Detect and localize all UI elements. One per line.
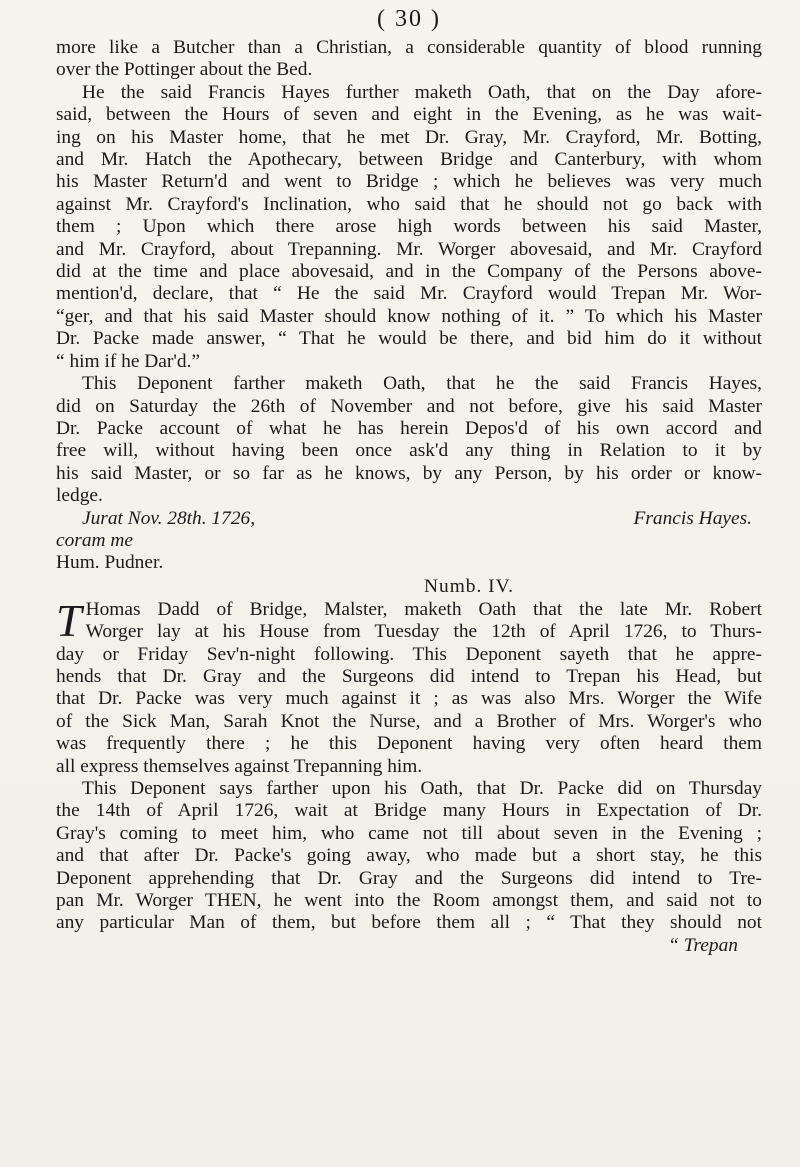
- text-line: He the said Francis Hayes further maketh Oath, that on the Day afore-: [82, 81, 762, 103]
- text-line: Gray's coming to meet him, who came not till about seven in the Evening ;: [56, 822, 762, 844]
- text-line: his Master Return'd and went to Bridge ; which he believes was very much: [56, 171, 762, 193]
- text-line: ledge.: [56, 485, 103, 507]
- text-line: Dr. Packe account of what he has herein Depos'd of his own accord and: [56, 417, 762, 439]
- catchword: “ Trepan: [668, 934, 738, 956]
- text-line: “ him if he Dar'd.”: [56, 350, 201, 372]
- jurat-date: Jurat Nov. 28th. 1726,: [82, 507, 256, 529]
- text-line: ing on his Master home, that he met Dr. Gray, Mr. Crayford, Mr. Botting,: [56, 126, 762, 148]
- text-line: “ger, and that his said Master should know nothing of it. ” To which his Master: [56, 305, 762, 327]
- text-line: against Mr. Crayford's Inclination, who said that he should not go back with: [56, 193, 762, 215]
- text-line: Dr. Packe made answer, “ That he would be there, and bid him do it without: [56, 328, 762, 350]
- deponent-signature: Francis Hayes.: [633, 507, 752, 529]
- text-line: them ; Upon which there arose high words between his said Master,: [56, 216, 762, 238]
- text-line: did at the time and place abovesaid, and in the Company of the Persons above-: [56, 261, 762, 283]
- text-line: and Mr. Crayford, about Trepanning. Mr. Worger abovesaid, and Mr. Crayford: [56, 238, 762, 260]
- text-line: was frequently there ; he this Deponent having very often heard them: [56, 733, 762, 755]
- drop-cap: T: [56, 594, 82, 646]
- text-line: pan Mr. Worger THEN, he went into the Room amongst them, and said not to: [56, 890, 762, 912]
- text-line: over the Pottinger about the Bed.: [56, 59, 313, 81]
- text-line: of the Sick Man, Sarah Knot the Nurse, and a Brother of Mrs. Worger's who: [56, 710, 762, 732]
- text-line: hends that Dr. Gray and the Surgeons did intend to Trepan his Head, but: [56, 665, 762, 687]
- deposition-section-3: [56, 37, 762, 575]
- text-line: that Dr. Packe was very much against it ; as was also Mrs. Worger the Wife: [56, 688, 762, 710]
- text-line: day or Friday Sev'n-night following. This Deponent sayeth that he appre-: [56, 643, 762, 665]
- text-line: any particular Man of them, but before them all ; “ That they should not: [56, 912, 762, 934]
- text-line: free will, without having been once ask'd any thing in Relation to it by: [56, 440, 762, 462]
- text-line: did on Saturday the 26th of November and not before, give his said Master: [56, 395, 762, 417]
- text-line: all express themselves against Trepanning him.: [56, 755, 423, 777]
- text-line: said, between the Hours of seven and eight in the Evening, as he was wait-: [56, 104, 762, 126]
- section-heading: Numb. IV.: [424, 575, 514, 597]
- text-line: more like a Butcher than a Christian, a considerable quantity of blood running: [56, 37, 762, 58]
- page-number: ( 30 ): [377, 6, 441, 32]
- jurat-row: [56, 508, 762, 530]
- text-line: Homas Dadd of Bridge, Malster, maketh Oath that the late Mr. Robert: [85, 598, 762, 620]
- text-line: and Mr. Hatch the Apothecary, between Bridge and Canterbury, with whom: [56, 149, 762, 171]
- text-line: the 14th of April 1726, wait at Bridge many Hours in Expectation of Dr.: [56, 800, 762, 822]
- text-line: Deponent apprehending that Dr. Gray and the Surgeons did intend to Tre-: [56, 867, 762, 889]
- text-line: his said Master, or so far as he knows, by any Person, by his order or know-: [56, 462, 762, 484]
- text-line: This Deponent says farther upon his Oath, that Dr. Packe did on Thursday: [82, 778, 762, 799]
- text-line: and that after Dr. Packe's going away, who made but a short stay, he this: [56, 845, 762, 867]
- text-line: mention'd, declare, that “ He the said Mr. Crayford would Trepan Mr. Wor-: [56, 283, 762, 305]
- witness-name: Hum. Pudner.: [56, 552, 164, 574]
- text-line: Worger lay at his House from Tuesday the 12th of April 1726, to Thurs-: [85, 621, 762, 643]
- coram-line: coram me: [56, 529, 134, 551]
- text-line: This Deponent farther maketh Oath, that he the said Francis Hayes,: [82, 373, 762, 395]
- deposition-section-4: [56, 575, 762, 958]
